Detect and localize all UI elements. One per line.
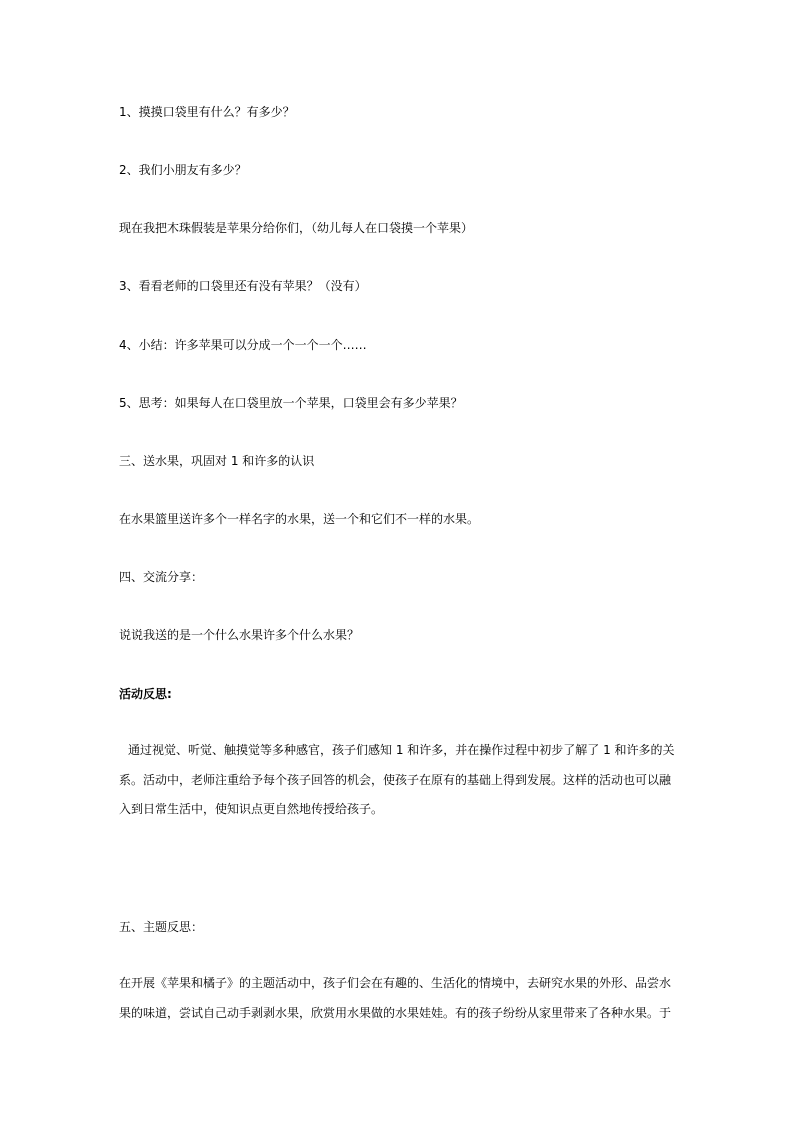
body-text-line: 说说我送的是一个什么水果许多个什么水果？ — [119, 628, 360, 642]
list-item-1: 1、摸摸口袋里有什么？有多少？ — [119, 105, 295, 119]
section-heading-3: 三、送水果，巩固对 1 和许多的认识 — [119, 454, 315, 468]
theme-heading: 五、主题反思： — [119, 920, 204, 934]
list-item-3: 3、看看老师的口袋里还有没有苹果？（没有） — [119, 279, 367, 293]
body-text-line: 在水果篮里送许多个一样名字的水果，送一个和它们不一样的水果。 — [119, 512, 480, 526]
reflection-paragraph: 通过视觉、听觉、触摸觉等多种感官，孩子们感知 1 和许多，并在操作过程中初步了解了 1 和许多的关系。活动中，老师注重给予每个孩子回答的机会，使孩子在原有的基础上得到发展。这样的活动也可以融入到日常生活中，使知识点更自然地传授给孩子。 — [119, 743, 675, 816]
list-item-5: 5、思考：如果每人在口袋里放一个苹果，口袋里会有多少苹果？ — [119, 396, 463, 410]
list-item-4: 4、小结：许多苹果可以分成一个一个一个…… — [119, 338, 367, 352]
reflection-heading: 活动反思: — [119, 687, 172, 701]
theme-paragraph: 在开展《苹果和橘子》的主题活动中，孩子们会在有趣的、生活化的情境中，去研究水果的外形、品尝水果的味道，尝试自己动手剥剥水果，欣赏用水果做的水果娃娃。有的孩子纷纷从家里带来了各种水果。于 — [119, 976, 672, 1020]
body-text-line: 现在我把木珠假装是苹果分给你们，（幼儿每人在口袋摸一个苹果） — [119, 221, 474, 235]
list-item-2: 2、我们小朋友有多少？ — [119, 163, 247, 177]
section-heading-4: 四、交流分享： — [119, 570, 204, 584]
